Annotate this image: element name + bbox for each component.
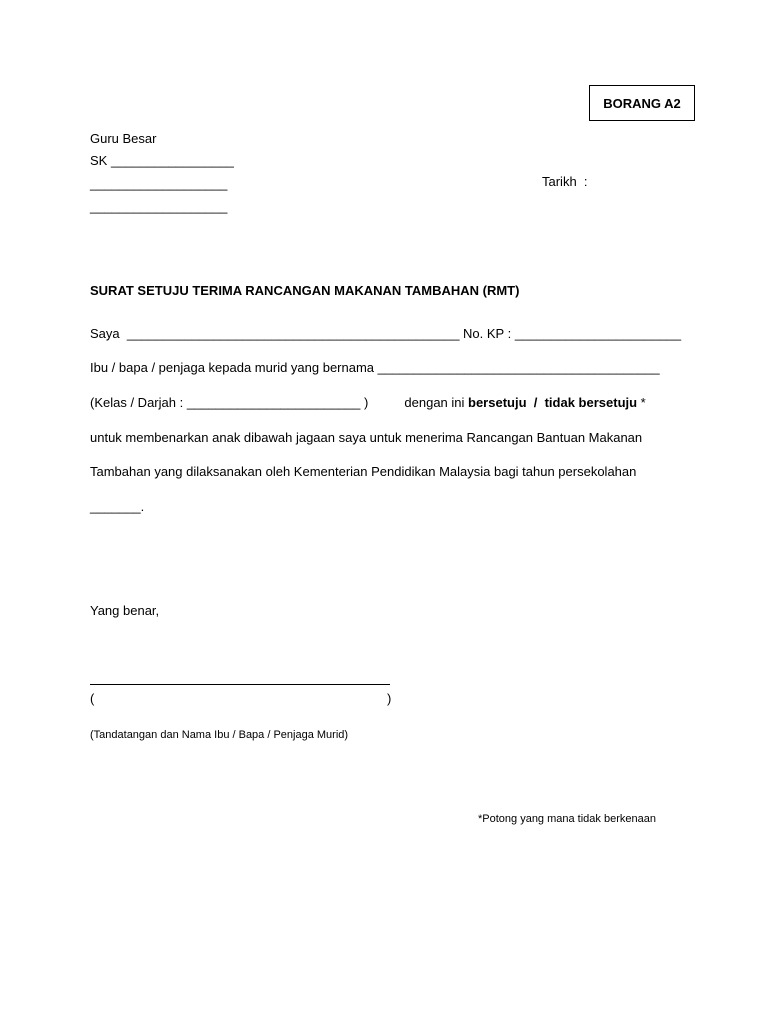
body-line-class (90, 395, 646, 411)
disagree-option: tidak bersetuju (544, 395, 638, 410)
address-line-2: SK _________________ (90, 153, 234, 168)
signature-open-paren: ( (90, 691, 95, 706)
signature-caption: (Tandatangan dan Nama Ibu / Bapa / Penjaga Murid) (90, 729, 349, 741)
asterisk-mark: * (637, 395, 646, 410)
closing-text: Yang benar, (90, 603, 160, 618)
body-line-permission: untuk membenarkan anak dibawah jagaan saya untuk menerima Rancangan Bantuan Makanan (90, 430, 643, 445)
form-code-box (589, 85, 695, 121)
signature-line (90, 684, 390, 685)
body-line-name: Saya ______________________________________________ No. KP : _______________________ (90, 326, 682, 341)
address-line-1: Guru Besar (90, 131, 157, 146)
class-field-text: (Kelas / Darjah : ________________________ ) dengan ini (90, 395, 469, 410)
address-line-3: ___________________ (90, 176, 228, 191)
date-label: Tarikh : (542, 174, 588, 189)
body-line-year: _______. (90, 499, 145, 514)
address-line-4: ___________________ (90, 199, 228, 214)
signature-close-paren: ) (387, 691, 392, 706)
body-line-guardian: Ibu / bapa / penjaga kepada murid yang bernama _______________________________________ (90, 360, 660, 375)
letter-title: SURAT SETUJU TERIMA RANCANGAN MAKANAN TAMBAHAN (RMT) (90, 283, 520, 298)
agree-option: bersetuju (468, 395, 527, 410)
option-separator: / (526, 395, 545, 410)
form-code: BORANG A2 (603, 95, 681, 111)
body-line-ministry: Tambahan yang dilaksanakan oleh Kementerian Pendidikan Malaysia bagi tahun persekolahan (90, 464, 637, 479)
footnote: *Potong yang mana tidak berkenaan (478, 813, 656, 825)
